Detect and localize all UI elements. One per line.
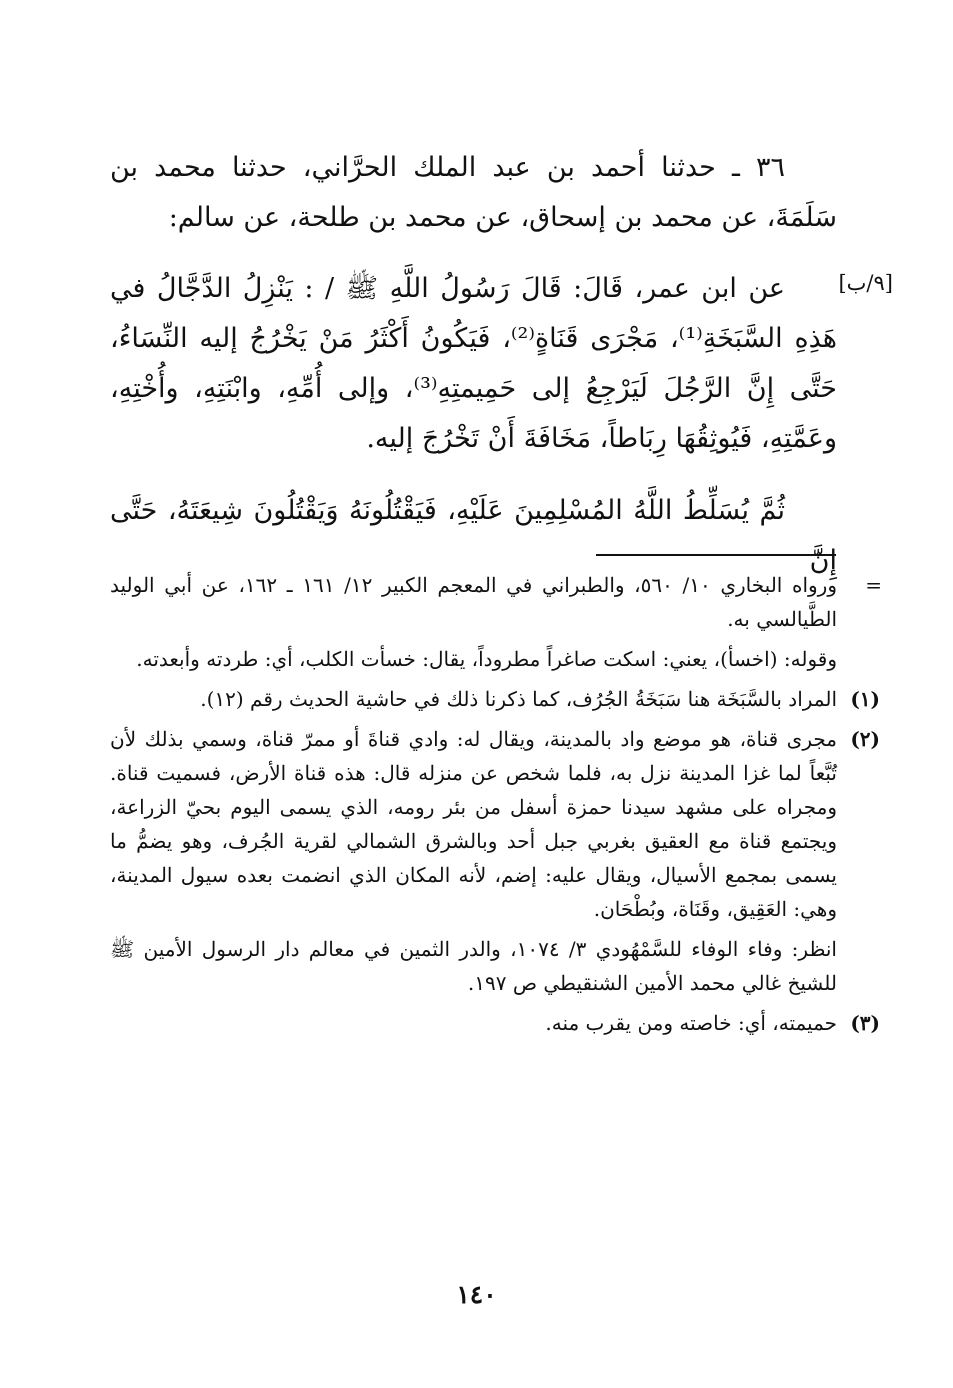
footnote-text: المراد بالسَّبَخَة هنا سَبَخَةُ الجُرُف، كما ذكرنا ذلك في حاشية الحديث رقم (١٢). — [200, 687, 837, 711]
footnote-continued — [110, 568, 882, 676]
hadith-body-text: عن ابن عمر، قَالَ: قَالَ رَسُولُ اللَّهِ ﷺ / : يَنْزِلُ الدَّجَّالُ في هَذِهِ السَّبَخَةِ⁽¹⁾، مَجْرَى قَنَاةٍ⁽²⁾، فَيَكُونُ أَكْثَرُ مَنْ يَخْرُجُ إليه النِّسَاءُ، حَتَّى إِنَّ الرَّجُلَ لَيَرْجِعُ إلى حَمِيمتِهِ⁽³⁾، وإلى أُمِّهِ، وابْنَتِهِ، وأُخْتِهِ، وعَمَّتِهِ، فَيُوثِقُهَا رِبَاطاً، مَخَافَةَ أَنْ تَخْرُجَ إليه. — [110, 273, 837, 454]
footnote-3 — [110, 1006, 880, 1040]
folio-marker: [٩/ب] — [838, 271, 893, 295]
footnote-number: (١) — [850, 687, 880, 711]
footnotes — [110, 568, 882, 1046]
continuation-marker: = — [865, 573, 882, 597]
hadith-chain-of-narration — [110, 143, 837, 243]
footnote-1 — [110, 682, 880, 716]
footnote-2 — [110, 722, 880, 1000]
footnote-text: حميمته، أي: خاصته ومن يقرب منه. — [545, 1011, 837, 1035]
hadith-intro-text: ٣٦ ـ حدثنا أحمد بن عبد الملك الحرَّاني، حدثنا محمد بن سَلَمَةَ، عن محمد بن إسحاق، عن محمد بن طلحة، عن سالم: — [110, 152, 837, 233]
hadith-continuation-text: ثُمَّ يُسَلِّطُ اللَّهُ المُسْلِمِينَ عَلَيْهِ، فَيَقْتُلُونَهُ وَيَقْتُلُونَ شِيعَتَهُ، حَتَّى إِنَّ — [110, 495, 837, 576]
footnote-text: مجرى قناة، هو موضع واد بالمدينة، ويقال له: وادي قناةَ أو ممرّ قناة، وسمي بذلك لأن تُبَّعاً لما غزا المدينة نزل به، فلما شخص عن منزله قال: هذه قناة الأرض، فسميت قناة. ومجراه على مشهد سيدنا حمزة أسفل من بئر رومه، الذي يسمى اليوم بحيّ الزراعة، ويجتمع قناة مع العقيق بغربي جبل أحد وبالشرق الشمالي لقرية الجُرف، وهو يضمُّ ما يسمى بمجمع الأسيال، ويقال عليه: إضم، لأنه المكان الذي انضمت بعده سيول المدينة، وهي: العَقِيق، وقَنَاة، وبُطْحَان. — [110, 727, 837, 921]
footnote-reference: انظر: وفاء الوفاء للسَّمْهُودي ٣/ ١٠٧٤، والدر الثمين في معالم دار الرسول الأمين ﷺ للشيخ غالي محمد الأمين الشنقيطي ص ١٩٧. — [110, 937, 837, 995]
footnote-separator — [596, 554, 836, 556]
footnote-continued-para-1: ورواه البخاري ١٠/ ٥٦٠، والطبراني في المعجم الكبير ١٢/ ١٦١ ـ ١٦٢، عن أبي الوليد الطَّيالسي به. — [110, 573, 837, 631]
hadith-text — [110, 264, 837, 464]
page-number: ١٤٠ — [456, 1280, 497, 1309]
footnote-number: (٢) — [850, 727, 880, 751]
footnote-number: (٣) — [850, 1011, 880, 1035]
footnote-continued-para-2: وقوله: (اخسأ)، يعني: اسكت صاغراً مطروداً، يقال: خسأت الكلب، أي: طردته وأبعدته. — [136, 647, 837, 671]
